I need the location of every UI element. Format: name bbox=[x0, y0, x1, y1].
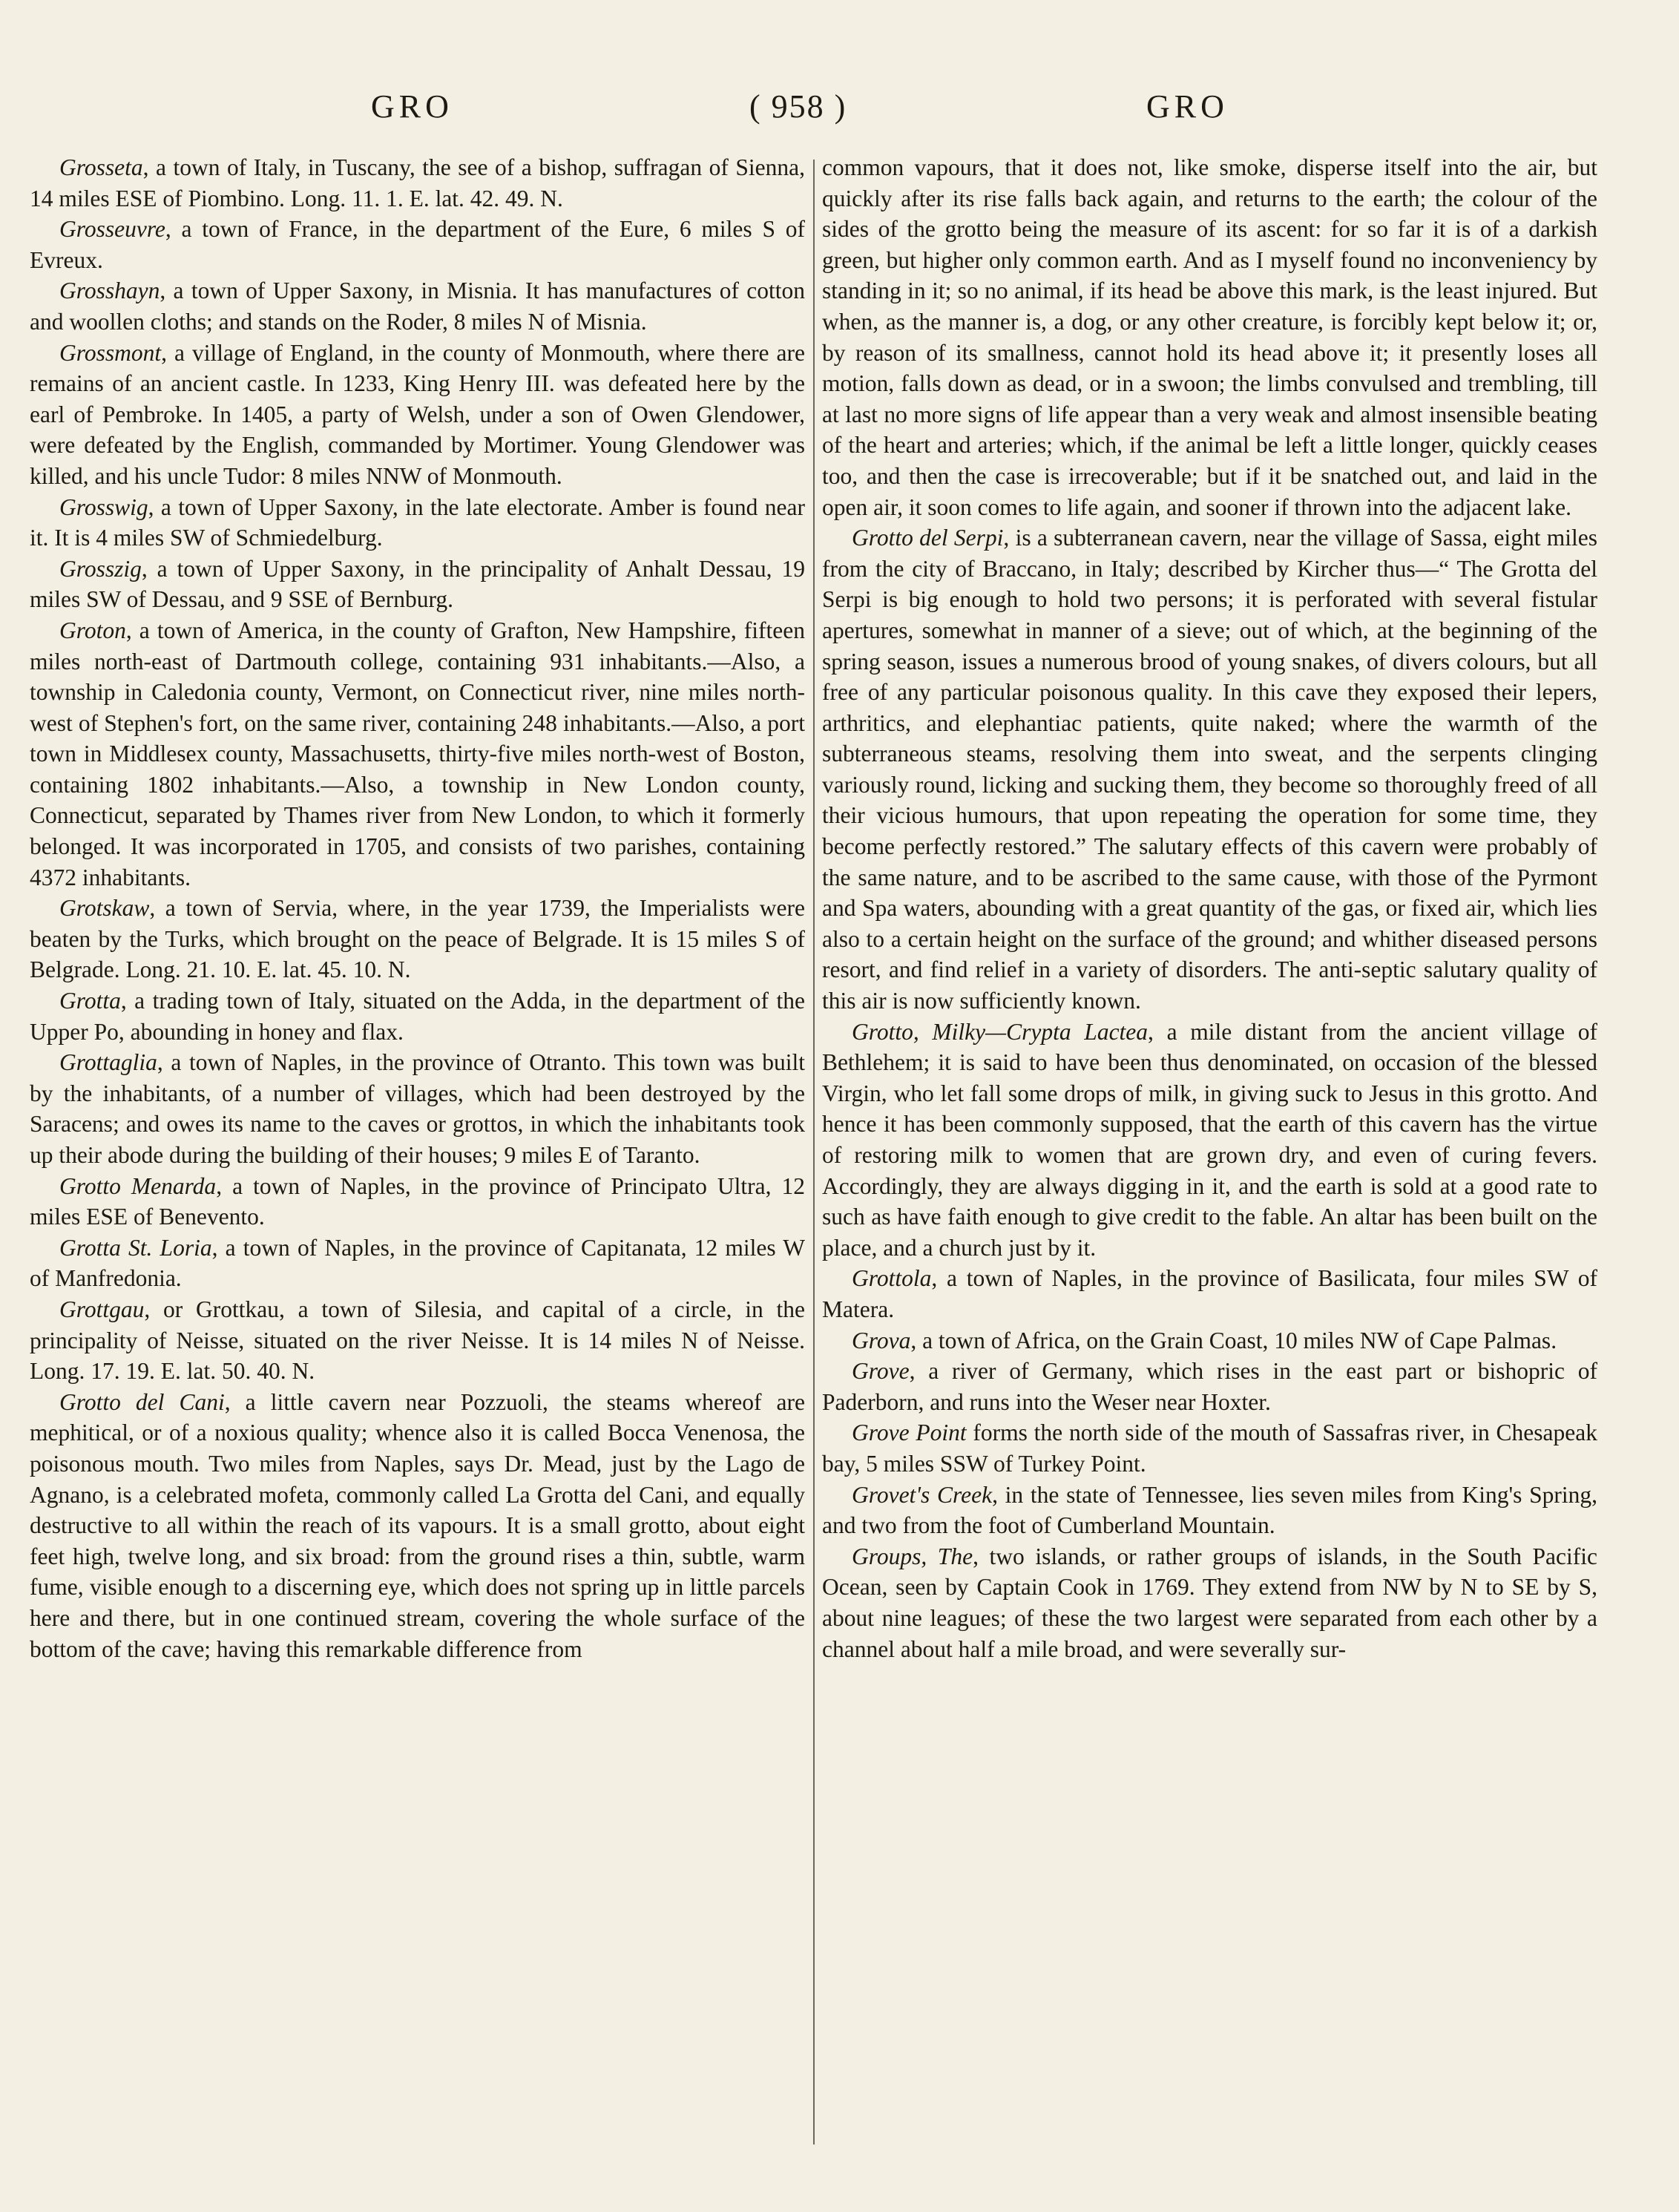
dictionary-entry bbox=[30, 1047, 805, 1170]
entry-text: , or Grottkau, a town of Silesia, and capital of a circle, in the principality of Neisse, situated on the river Neisse. It is 14 miles N of Neisse. Long. 17. 19. E. lat. 50. 40. N. bbox=[30, 1296, 805, 1385]
dictionary-entry bbox=[30, 492, 805, 554]
dictionary-entry bbox=[822, 1356, 1597, 1417]
dictionary-entry bbox=[30, 1294, 805, 1387]
column-divider bbox=[813, 160, 815, 2144]
entry-headword: Grove Point bbox=[852, 1420, 967, 1446]
entry-headword: Groups, The bbox=[852, 1543, 973, 1569]
entry-headword: Grotta bbox=[59, 988, 121, 1014]
entry-headword: Grosswig bbox=[59, 493, 148, 520]
entry-text: , a town of America, in the county of Grafton, New Hampshire, fifteen miles north-east of Dartmouth college, containing 931 inhabitants.—Also, a township in Caledonia county, Vermont, on Connecticut river, nine miles north-west of Stephen's fort, on the same river, containing 248 inhabitants.—Also, a port town in Middlesex county, Massachusetts, thirty-five miles north-west of Boston, containing 1802 inhabitants.—Also, a township in New London county, Connecticut, separated by Thames river from New London, to which it formerly belonged. It was incorporated in 1705, and consists of two parishes, containing 4372 inhabitants. bbox=[30, 617, 805, 890]
running-head-left: GRO bbox=[371, 88, 453, 125]
entry-text: , in the state of Tennessee, lies seven miles from King's Spring, and two from the foot of Cumberland Mountain. bbox=[822, 1481, 1598, 1539]
entry-headword: Grosseuvre bbox=[59, 216, 165, 243]
dictionary-entry bbox=[822, 1541, 1597, 1664]
entry-text: , a town of Naples, in the province of Capitanata, 12 miles W of Manfredonia. bbox=[30, 1234, 805, 1292]
entry-headword: Grosseta bbox=[59, 154, 143, 180]
right-column bbox=[822, 152, 1597, 1664]
entry-text: , a town of Upper Saxony, in the principality of Anhalt Dessau, 19 miles SW of Dessau, and 9 SSE of Bernburg. bbox=[30, 555, 805, 613]
dictionary-entry bbox=[30, 615, 805, 893]
dictionary-entry bbox=[822, 1017, 1597, 1264]
entry-text: , a town of Africa, on the Grain Coast, 10 miles NW of Cape Palmas. bbox=[910, 1327, 1557, 1353]
entry-text: common vapours, that it does not, like smoke, disperse itself into the air, but quickly after its rise falls back again, and returns to the earth; the colour of the sides of the grotto being the measure of its ascent: for so far it is of a darkish green, but higher only common earth. And as I myself found no inconveniency by standing in it; so no animal, if its head be above this mark, is the least injured. But when, as the manner is, a dog, or any other creature, is forcibly kept below it; or, by reason of its smallness, cannot hold its head above it; it presently loses all motion, falls down as dead, or in a swoon; the limbs convulsed and trembling, till at last no more signs of life appear than a very weak and almost insensible beating of the heart and arteries; which, if the animal be left a little longer, quickly ceases too, and then the case is irrecoverable; but if it be snatched out, and laid in the open air, it soon comes to life again, and sooner if thrown into the adjacent lake. bbox=[822, 154, 1597, 520]
dictionary-entry bbox=[822, 1325, 1597, 1356]
dictionary-entry bbox=[30, 893, 805, 985]
entry-headword: Grotto del Cani bbox=[59, 1388, 225, 1415]
running-head-right: GRO bbox=[1146, 88, 1229, 125]
dictionary-entry bbox=[822, 1263, 1597, 1325]
entry-text: , a town of Naples, in the province of Basilicata, four miles SW of Matera. bbox=[822, 1265, 1597, 1322]
dictionary-entry bbox=[822, 152, 1597, 522]
entry-headword: Grottola bbox=[852, 1265, 932, 1292]
dictionary-entry bbox=[30, 1233, 805, 1294]
entry-text: , a mile distant from the ancient village of Bethlehem; it is said to have been thus denominated, on occasion of the blessed Virgin, who let fall some drops of milk, in giving suck to Jesus in this grotto. And hence it has been commonly supposed, that the earth of this cavern has the virtue of restoring milk to women that are grown dry, and even of curing fevers. Accordingly, they are always digging in it, and the earth is sold at a good rate to such as have faith enough to give credit to the fable. An altar has been built on the place, and a church just by it. bbox=[822, 1018, 1597, 1261]
dictionary-entry bbox=[30, 1171, 805, 1233]
entry-text: , a town of Italy, in Tuscany, the see of a bishop, suffragan of Sienna, 14 miles ESE of Piombino. Long. 11. 1. E. lat. 42. 49. N. bbox=[30, 154, 805, 211]
entry-text: , is a subterranean cavern, near the village of Sassa, eight miles from the city of Braccano, in Italy; described by Kircher thus—“ The Grotta del Serpi is big enough to hold two persons; it is perforated with several fistular apertures, somewhat in manner of a sieve; out of which, at the beginning of the spring season, issues a numerous brood of young snakes, of divers colours, but all free of any particular poisonous quality. In this cave they exposed their lepers, arthritics, and elephantiac patients, quite naked; where the warmth of the subterraneous steams, resolving them into sweat, and the serpents clinging variously round, licking and sucking them, they become so thoroughly freed of all their vicious humours, that upon repeating the operation for some time, they become perfectly restored.” The salutary effects of this cavern were probably of the same nature, and to be ascribed to the same cause, with those of the Pyrmont and Spa waters, abounding with a great quantity of the gas, or fixed air, which lies also to a certain height on the surface of the ground; and whither diseased persons resort, and find relief in a variety of disorders. The anti-septic salutary quality of this air is now sufficiently known. bbox=[822, 525, 1597, 1014]
entry-headword: Grotskaw bbox=[59, 895, 150, 922]
entry-text: , a little cavern near Pozzuoli, the steams whereof are mephitical, or of a noxious quality; whence also it is called Bocca Venenosa, the poisonous mouth. Two miles from Naples, says Dr. Mead, just by the Lago de Agnano, is a celebrated mofeta, commonly called La Grotta del Cani, and equally destructive to all within the reach of its vapours. It is a small grotto, about eight feet high, twelve long, and six broad: from the ground rises a thin, subtle, warm fume, visible enough to a discerning eye, which does not spring up in little parcels here and there, but in one continued stream, covering the whole surface of the bottom of the cave; having this remarkable difference from bbox=[30, 1388, 805, 1662]
entry-headword: Grottaglia bbox=[59, 1049, 157, 1076]
dictionary-entry bbox=[822, 522, 1597, 1017]
entry-text: , a village of England, in the county of Monmouth, where there are remains of an ancient castle. In 1233, King Henry III. was defeated here by the earl of Pembroke. In 1405, a party of Welsh, under a son of Owen Glendower, were defeated by the English, commanded by Mortimer. Young Glendower was killed, and his uncle Tudor: 8 miles NNW of Monmouth. bbox=[30, 339, 805, 489]
entry-headword: Grova bbox=[852, 1327, 911, 1353]
entry-headword: Groton bbox=[59, 617, 126, 643]
running-head bbox=[0, 88, 1679, 132]
entry-text: , a river of Germany, which rises in the east part or bishopric of Paderborn, and runs into the Weser near Hoxter. bbox=[822, 1358, 1597, 1415]
entry-text: , a town of Upper Saxony, in Misnia. It has manufactures of cotton and woollen cloths; and stands on the Roder, 8 miles N of Misnia. bbox=[30, 278, 805, 335]
dictionary-entry bbox=[30, 338, 805, 492]
dictionary-entry bbox=[822, 1480, 1597, 1541]
entry-headword: Grotto, Milky—Crypta Lactea bbox=[852, 1018, 1149, 1045]
entry-text: forms the north side of the mouth of Sassafras river, in Chesapeak bay, 5 miles SSW of Turkey Point. bbox=[822, 1420, 1597, 1477]
entry-text: , a town of Servia, where, in the year 1739, the Imperialists were beaten by the Turks, which brought on the peace of Belgrade. It is 15 miles S of Belgrade. Long. 21. 10. E. lat. 45. 10. N. bbox=[30, 895, 805, 983]
dictionary-entry bbox=[30, 152, 805, 214]
dictionary-entry bbox=[30, 275, 805, 337]
entry-headword: Grotto del Serpi bbox=[852, 525, 1004, 551]
entry-text: , a town of France, in the department of the Eure, 6 miles S of Evreux. bbox=[30, 216, 805, 273]
entry-text: , a trading town of Italy, situated on the Adda, in the department of the Upper Po, abounding in honey and flax. bbox=[30, 988, 805, 1045]
entry-text: , a town of Naples, in the province of Principato Ultra, 12 miles ESE of Benevento. bbox=[30, 1172, 805, 1230]
entry-text: , a town of Naples, in the province of Otranto. This town was built by the inhabitants, of a number of villages, which had been destroyed by the Saracens; and owes its name to the caves or grottos, in which the inhabitants took up their abode during the building of their houses; 9 miles E of Taranto. bbox=[30, 1049, 805, 1168]
entry-headword: Grotto Menarda bbox=[59, 1172, 217, 1199]
entry-headword: Grovet's Creek bbox=[852, 1481, 993, 1508]
dictionary-entry bbox=[30, 214, 805, 275]
entry-headword: Grosszig bbox=[59, 555, 142, 582]
left-column bbox=[30, 152, 805, 1664]
entry-text: , a town of Upper Saxony, in the late electorate. Amber is found near it. It is 4 miles SW of Schmiedelburg. bbox=[30, 493, 805, 551]
dictionary-entry bbox=[30, 1387, 805, 1664]
entry-headword: Grottgau bbox=[59, 1296, 145, 1322]
page-number: ( 958 ) bbox=[749, 88, 847, 125]
entry-headword: Grossmont bbox=[59, 339, 162, 366]
entry-headword: Grove bbox=[852, 1358, 910, 1385]
entry-headword: Grotta St. Loria bbox=[59, 1234, 212, 1261]
dictionary-entry bbox=[30, 554, 805, 615]
entry-text: , two islands, or rather groups of islands, in the South Pacific Ocean, seen by Captain Cook in 1769. They extend from NW by N to SE by S, about nine leagues; of these the two largest were separated from each other by a channel about half a mile broad, and were severally sur- bbox=[822, 1543, 1597, 1662]
entry-headword: Grosshayn bbox=[59, 278, 160, 304]
dictionary-entry bbox=[822, 1417, 1597, 1479]
dictionary-entry bbox=[30, 985, 805, 1047]
